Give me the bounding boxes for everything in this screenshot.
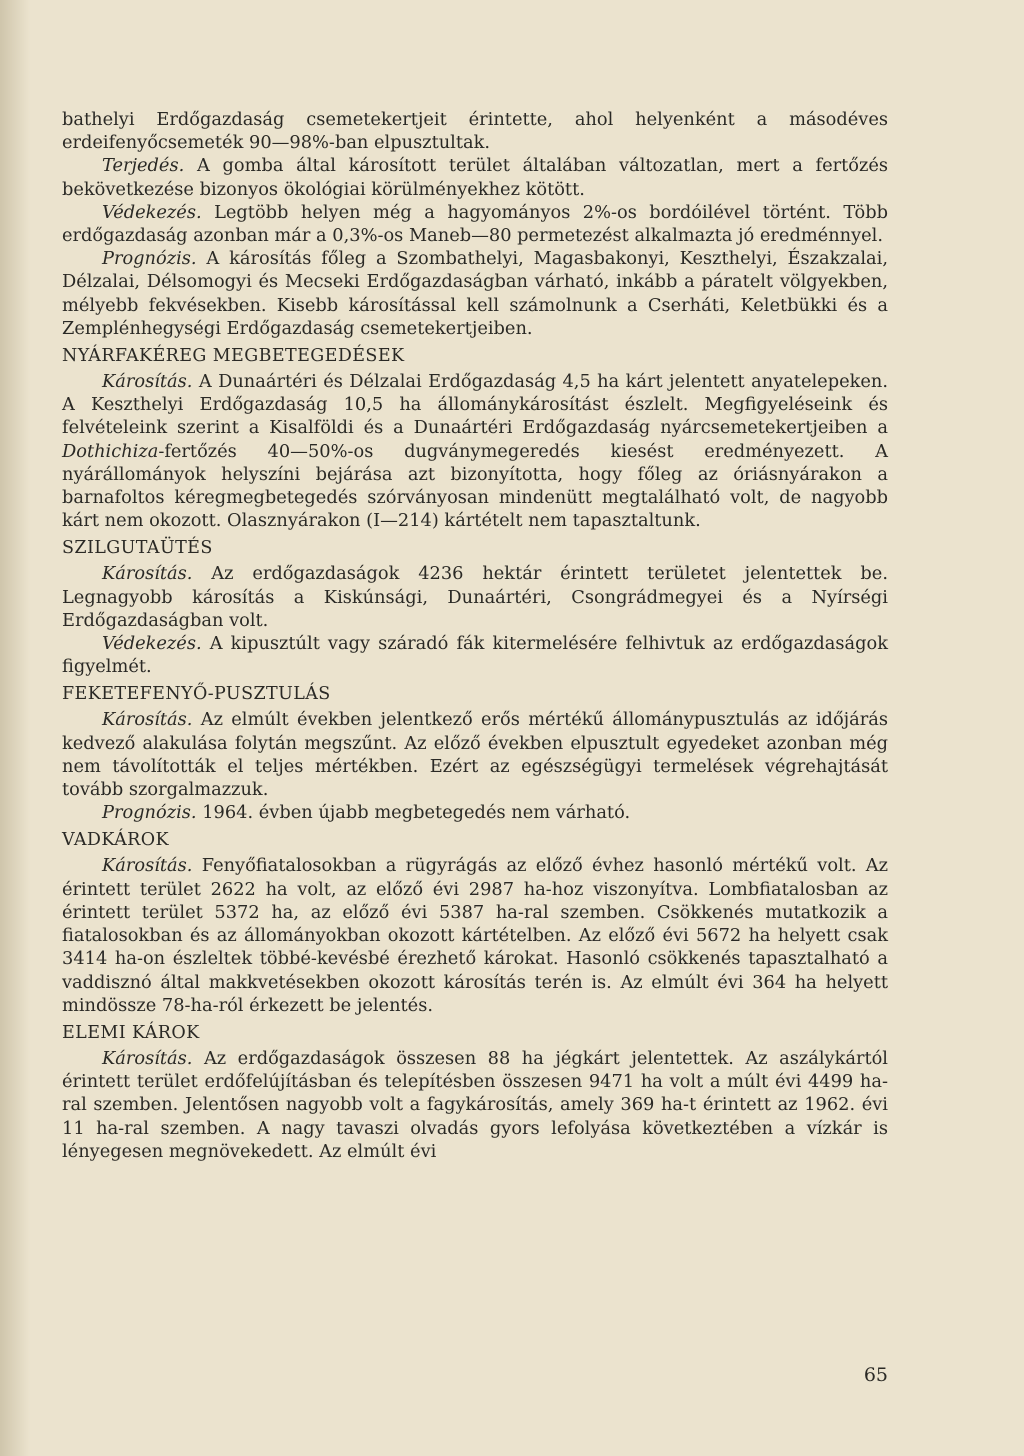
terjedes-label: Terjedés. (102, 155, 185, 177)
elemi-karok-karositas-paragraph: Károsítás. Az erdőgazdaságok összesen 88 ha jégkárt jelentettek. Az aszálykártól érintett terület erdőfelújításban és telepítésben összesen 9471 ha volt a múlt évi 4499 ha-ral szemben. Jelentősen nagyobb volt a fagykárosítás, amely 369 ha-t érintett az 1962. évi 11 ha-ral szemben. A nagy tavaszi olvadás gyors lefolyása következtében a vízkár is lényegesen megnövekedett. Az elmúlt évi (62, 1047, 888, 1162)
section-heading-nyarfakereg: NYÁRFAKÉREG MEGBETEGEDÉSEK (62, 346, 405, 367)
section-heading-szilgutautes: SZILGUTAÜTÉS (62, 538, 213, 559)
feketefenyo-karositas-label: Károsítás. (102, 709, 193, 731)
spine-shadow (0, 0, 30, 1456)
vedekezes-label: Védekezés. (102, 201, 202, 223)
nyarfakereg-karositas-paragraph: Károsítás. A Dunaártéri és Délzalai Erdőgazdaság 4,5 ha kárt jelentett anyatelepeken. A Keszthelyi Erdőgazdaság 10,5 ha állománykárosítást észlelt. Megfigyeléseink és felvételeink szerint a Kisalföldi és a Dunaártéri Erdőgazdaság nyárcsemetekertjeiben a Dothichiza-fertőzés 40—50%-os dugványmegeredés kiesést eredményezett. A nyárállományok helyszíni bejárása azt bizonyította, hogy főleg az óriásnyárakon a barnafoltos kéregmegbetegedés szórványosan mindenütt megtalálható volt, de nagyobb kárt nem okozott. Olasznyárakon (I—214) kártételt nem tapasztaltunk. (62, 371, 888, 532)
vadkarok-karositas-label: Károsítás. (102, 855, 193, 877)
vadkarok-karositas-paragraph: Károsítás. Fenyőfiatalosokban a rügyrágás az előző évhez hasonló mértékű volt. Az érintett terület 2622 ha volt, az előző évi 2987 ha-hoz viszonyítva. Lombfiatalosban az érintett terület 5372 ha, az előző évi 5387 ha-ral szemben. Csökkenés mutatkozik a fiatalosokban és az állományokban okozott kártételben. Az előző évi 5672 ha helyett csak 3414 ha-on észleltek többé-kevésbé érezhető károkat. Hasonló csökkenés tapasztalható a vaddisznó által makkvetésekben okozott károsítás terén is. Az elmúlt évi 364 ha helyett mindössze 78-ha-ról érkezett be jelentés. (62, 855, 888, 1016)
szilgutautes-karositas-paragraph: Károsítás. Az erdőgazdaságok 4236 hektár érintett területet jelentettek be. Legnagyobb károsítás a Kiskúnsági, Dunaártéri, Csongrádmegyei és a Nyírségi Erdőgazdaságban volt. (62, 563, 888, 631)
intro-paragraph: bathelyi Erdőgazdaság csemetekertjeit érintette, ahol helyenként a másodéves erdeifenyőcsemeték 90—98%-ban elpusztultak. (62, 109, 888, 154)
page-number: 65 (863, 1364, 888, 1386)
feketefenyo-prognozis-paragraph: Prognózis. 1964. évben újabb megbetegedés nem várható. (102, 802, 631, 824)
prognozis-paragraph: Prognózis. A károsítás főleg a Szombathelyi, Magasbakonyi, Keszthelyi, Északzalai, Délzalai, Délsomogyi és Mecseki Erdőgazdaságban várható, inkább a páratelt völgyekben, mélyebb fekvésekben. Kisebb károsítással kell számolnunk a Cserháti, Keletbükki és a Zemplénhegységi Erdőgazdaság csemetekertjeiben. (62, 248, 888, 339)
prognozis-label: Prognózis. (102, 248, 197, 270)
szilgutautes-karositas-label: Károsítás. (102, 563, 193, 585)
section-heading-feketefenyo: FEKETEFENYŐ-PUSZTULÁS (62, 684, 331, 705)
nyarfakereg-karositas-label: Károsítás. (102, 371, 193, 393)
feketefenyo-prognozis-label: Prognózis. (102, 802, 197, 824)
body-text (62, 108, 888, 1163)
species-name: Dothichiza (62, 440, 159, 462)
vedekezes-paragraph: Védekezés. Legtöbb helyen még a hagyományos 2%-os bordóilével történt. Több erdőgazdaság azonban már a 0,3%-os Maneb—80 permetezést alkalmazta jó eredménnyel. (62, 201, 888, 247)
szilgutautes-vedekezes-paragraph: Védekezés. A kipusztúlt vagy száradó fák kitermelésére felhivtuk az erdőgazdaságok figyelmét. (62, 633, 888, 678)
section-heading-vadkarok: VADKÁROK (62, 830, 169, 851)
section-heading-elemi-karok: ELEMI KÁROK (62, 1022, 200, 1043)
feketefenyo-karositas-paragraph: Károsítás. Az elmúlt években jelentkező erős mértékű állománypusztulás az időjárás kedvező alakulása folytán megszűnt. Az előző években elpusztult egyedeket azonban még nem távolították el teljes mértékben. Ezért az egészségügyi termelések végrehajtását tovább szorgalmazzuk. (62, 709, 888, 801)
szilgutautes-vedekezes-label: Védekezés. (102, 633, 202, 655)
elemi-karok-karositas-label: Károsítás. (102, 1047, 193, 1069)
terjedes-paragraph: Terjedés. A gomba által károsított terület általában változatlan, mert a fertőzés bekövetkezése bizonyos ökológiai körülményekhez kötött. (62, 155, 888, 200)
